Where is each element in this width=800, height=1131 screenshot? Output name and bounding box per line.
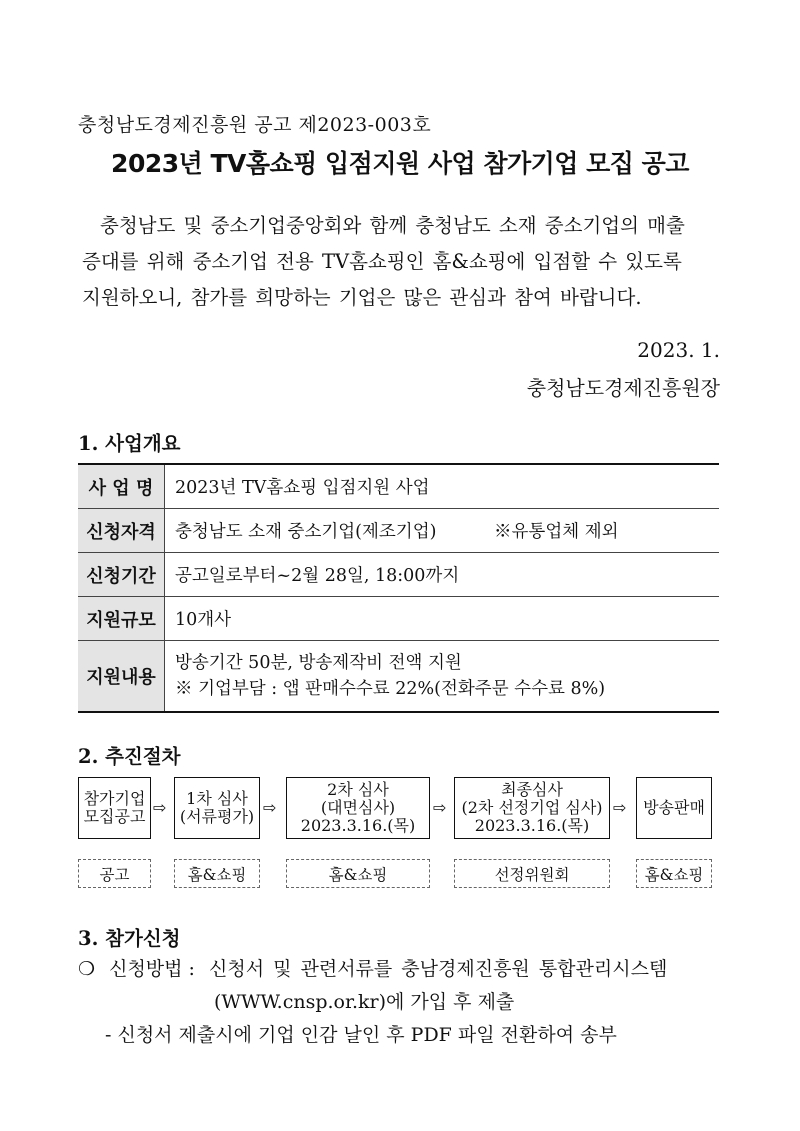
table-row: [78, 464, 719, 509]
step-1-agent: 공고: [78, 859, 151, 888]
step-4-box: [454, 777, 610, 839]
arrow-icon: ⇨: [613, 798, 627, 817]
step-1-box: [78, 777, 151, 839]
arrow-icon: ⇨: [433, 798, 447, 817]
page-title: 2023년 TV홈쇼핑 입점지원 사업 참가기업 모집 공고: [111, 149, 689, 178]
support-value: 방송기간 50분, 방송제작비 전액 지원: [175, 653, 462, 673]
table-row: [78, 597, 719, 641]
step-5-line-1: 방송판매: [643, 798, 705, 817]
step-1-line-1: 참가기업: [83, 789, 146, 808]
step-5-agent: 홈&쇼핑: [636, 859, 712, 888]
step-2-agent: 홈&쇼핑: [174, 859, 260, 888]
step-2-line-2: (서류평가): [179, 807, 255, 826]
section-3-heading: 3. 참가신청: [78, 927, 181, 950]
method-text: 신청서 및 관련서류를 충남경제진흥원 통합관리시스템: [209, 958, 668, 980]
issuer: 충청남도경제진흥원장: [526, 376, 720, 400]
bullet-icon: ❍: [78, 958, 96, 980]
intro-paragraph: [82, 208, 722, 316]
eligibility-note: ※유통업체 제외: [494, 522, 619, 542]
table-row: [78, 509, 719, 553]
row-key: 신청자격: [78, 509, 165, 553]
step-3-line-2: (대면심사): [320, 798, 396, 817]
arrow-icon: ⇨: [153, 798, 167, 817]
section-1-heading: 1. 사업개요: [78, 432, 181, 455]
row-key: 지원규모: [78, 597, 165, 641]
intro-line-2: 증대를 위해 중소기업 전용 TV홈쇼핑인 홈&쇼핑에 입점할 수 있도록: [82, 250, 682, 273]
notice-date: 2023. 1.: [637, 338, 720, 362]
method-line-2: (WWW.cnsp.or.kr)에 가입 후 제출: [214, 991, 515, 1013]
step-5-box: [636, 777, 712, 839]
notice-number: 충청남도경제진흥원 공고 제2023-003호: [78, 114, 432, 136]
intro-line-3: 지원하오니, 참가를 희망하는 기업은 많은 관심과 참여 바랍니다.: [82, 286, 642, 309]
row-value: 공고일로부터~2월 28일, 18:00까지: [165, 553, 720, 597]
row-key: 사 업 명: [78, 464, 165, 509]
step-2-box: [174, 777, 260, 839]
method-line-1: [78, 954, 667, 981]
row-value: [165, 509, 720, 553]
section-2-heading: 2. 추진절차: [78, 745, 181, 768]
step-4-agent: 선정위원회: [454, 859, 610, 888]
step-3-line-1: 2차 심사: [327, 780, 389, 799]
table-row: [78, 641, 719, 713]
row-value: 2023년 TV홈쇼핑 입점지원 사업: [165, 464, 720, 509]
support-note: ※ 기업부담 : 앱 판매수수료 22%(전화주문 수수료 8%): [175, 679, 606, 699]
table-row: [78, 553, 719, 597]
overview-table: [78, 463, 719, 713]
step-3-line-3: 2023.3.16.(목): [300, 816, 416, 835]
step-1-line-2: 모집공고: [83, 807, 146, 826]
intro-line-1: 충청남도 및 중소기업중앙회와 함께 충청남도 소재 중소기업의 매출: [100, 214, 685, 237]
eligibility-value: 충청남도 소재 중소기업(제조기업): [175, 522, 437, 542]
step-4-line-2: (2차 선정기업 심사): [461, 798, 603, 817]
row-key: 지원내용: [78, 641, 165, 713]
step-3-box: [286, 777, 430, 839]
method-label: 신청방법 :: [109, 958, 195, 980]
row-key: 신청기간: [78, 553, 165, 597]
sub-item: - 신청서 제출시에 기업 인감 날인 후 PDF 파일 전환하여 송부: [105, 1024, 617, 1046]
step-4-line-1: 최종심사: [501, 780, 563, 799]
step-4-line-3: 2023.3.16.(목): [474, 816, 590, 835]
row-value: [165, 641, 720, 713]
step-3-agent: 홈&쇼핑: [286, 859, 430, 888]
step-2-line-1: 1차 심사: [186, 789, 248, 808]
row-value: 10개사: [165, 597, 720, 641]
arrow-icon: ⇨: [263, 798, 277, 817]
